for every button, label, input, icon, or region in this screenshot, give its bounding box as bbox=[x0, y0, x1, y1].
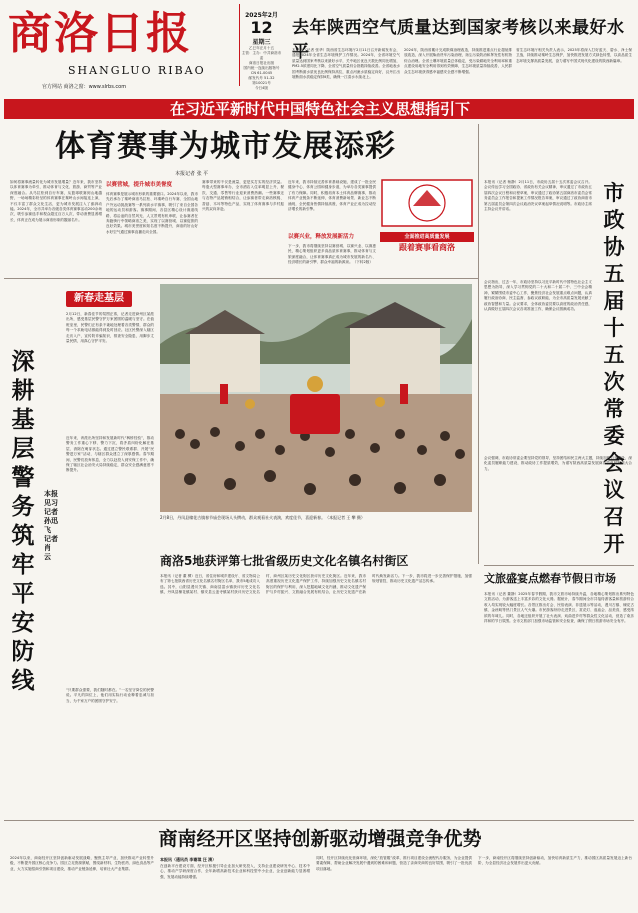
festival-photo-graphic bbox=[160, 284, 472, 512]
newspaper-logo: 商洛日报 bbox=[8, 8, 192, 59]
festival-photo bbox=[160, 284, 472, 512]
new-year-byline: 本报见习记者 孙迅飞 记者 肖 云 bbox=[44, 490, 58, 561]
culture-headline: 文旅盛宴点燃春节假日市场 bbox=[484, 572, 616, 585]
street-text: 本报讯（记者 董 柳）近日，省住房和城乡建设厅、省文物局公布了第七批陕西省历史文化名镇名村街区名单，我市5地成功入选。其中，山阳县漫川关镇、商南县富水镇获评历史文化名镇，丹凤县棣花镇某村、镇安县云盖寺镇某村获评历史文化名村，商州区某历史文化街区获评历史文化街区。近年来，我市高度重视历史文化遗产保护工作，持续加强历史文化名镇名村街区的保护与利用，深入挖掘地域文化内涵，推动文化遗产保护与乡村振兴、文旅融合发展有机结合，让历史文化遗产在新时代焕发新活力。下一步，我市将进一步完善保护措施，加强规划管控，推动历史文化遗产活态传承。 bbox=[160, 574, 472, 595]
econ-col4: 下一步，商南经开区将继续坚持创新驱动，加快培育新质生产力，推动园区高质量发展迈上新台阶，为全县经济社会发展作出更大贡献。 bbox=[478, 856, 632, 866]
side-story-text1: 本报讯（记者 杨静）2月11日，市政协五届十五次常委会议召开。会议传达学习全国政协、省政协有关会议精神，审议通过了市政协五届四次会议日程和议程草案，审议通过了政协第五届商洛市委员会常务委员会工作报告和提案工作情况报告草案，审议通过了政协商洛市第五届委员会第四次会议政治决议草案起草情况说明等。市政协主席主持会议并讲话。 bbox=[484, 180, 592, 212]
new-year-headline: 深耕基层警务 筑牢平安防线 bbox=[11, 349, 35, 694]
sports-subhead1: 以赛营城，提升城市美誉度 bbox=[106, 182, 173, 188]
seal-title: 全面推进高质量发展 bbox=[380, 232, 474, 242]
banner-text: 在习近平新时代中国特色社会主义思想指引下 bbox=[169, 100, 470, 118]
street-headline: 商洛5地获评第七批省级历史文化名镇名村街区 bbox=[160, 554, 409, 568]
date-lunar: 乙巳年正月十五 bbox=[248, 46, 275, 50]
sports-col2: 体育赛事是展示城市形象的重要窗口。2024年以来，我市先后承办了秦岭商洛马拉松、环秦岭自行车赛、全国山地户外运动挑战赛等一系列高水平赛事，吸引了来自全国各地的运动员和游客。赛事期间，各县区精心设计赛道线路，将沿途的自然风光、人文景观有机串联，让参赛者在奔跑骑行中领略商洛之美，实现了以赛营城、以赛促旅的良好效果。城市美誉度和知名度不断提升，商洛的好山好水好空气通过赛事直播走向全国。 bbox=[106, 192, 198, 234]
new-year-label: 新春走基层 bbox=[66, 291, 132, 307]
photo-caption: 2月8日，丹凤县棣花古镇春节庙会现场人头攒动，群众观看社火表演，欢度佳节，喜迎新春。（本报记者 王 攀 摄） bbox=[160, 515, 365, 520]
new-year-col3: “只要群众需要，我们随时都在。”一名坚守岗位的民警说。平凡的岗位上，他们用实际行动诠释着忠诚与担当，为千家万户的团圆守护安宁。 bbox=[66, 688, 154, 703]
sponsor-text: 主管：主办：中共商洛市委 bbox=[241, 51, 282, 60]
page-count: 今日4版 bbox=[254, 86, 269, 90]
section-divider bbox=[4, 820, 634, 821]
column-divider bbox=[478, 124, 479, 564]
side-story-text2: 会议指出，过去一年，市政协坚持以习近平新时代中国特色社会主义思想为指导，深入学习贯彻党的二十大和二十届二中、三中全会精神，紧紧围绕市委中心工作，聚焦经济社会发展重点难点问题，认真履行政治协商、民主监督、参政议政职能，为全市高质量发展贡献了政协智慧和力量。会议要求，全体政协委员要以高度的政治责任感，认真做好五届四次会议各项准备工作，确保会议圆满成功。 bbox=[484, 280, 592, 312]
sports-col1: 如何将赛事流量转化为城市发展增量？近年来，我市坚持以体育赛事为牵引，推动体育与文化、旅游、商贸等产业深度融合。从马拉松到自行车赛，从篮球联赛到山地越野，一场场精彩纷呈的体育赛事在秦岭山水间接连上演，不仅丰富了群众文化生活，更为城市发展注入了澎湃动能。2024年，全市共举办各级各类体育赛事活动200余场次，吸引参赛选手和观众超过百万人次，带动消费显著增长，体育正在成为展示商洛形象的靓丽名片。 bbox=[10, 180, 102, 222]
section-divider bbox=[484, 565, 634, 566]
culture-text: 本报讯（记者 董静）2025年春节假期，我市文旅市场持续升温，各地精心策划推出系列特色文旅活动，为游客送上丰富多彩的文化大餐。据统计，春节期间全市共接待游客量和旅游综合收入均实现较大幅度增长。各景区推出灯会、民俗表演、非遗展示等活动，漫川古镇、棣花古镇、金丝峡等热门景区人气火爆。市民游客纷纷走进景区，赏花灯、逛庙会、品美食，感受浓浓的年味儿。同时，各地还组织开展了社火表演、戏曲进乡村等群众性文化活动，营造了欢乐祥和的节日氛围。全市文旅部门加强市场监管和安全检查，确保了假日旅游市场安全有序。 bbox=[484, 592, 634, 624]
sports-byline: 本报记者 张 平 bbox=[175, 171, 209, 177]
date-year-month: 2025年2月 bbox=[245, 12, 278, 19]
seal-graphic bbox=[380, 178, 474, 228]
top-story-col1: 本报讯（记者 张华）陕西省生态环境厅2月11日召开新闻发布会，通报2024年全省生态环境保护工作情况。2024年，全省环境空气质量达到国家考核以来最好水平，关中地区优良天数比例同比增加，PM2.5浓度同比下降，全省空气质量综合指数持续改善。全省地表水国考断面水质优良比例保持高位，重点河流水质稳定向好，汉丹江出境断面水质稳定保持Ⅱ类，确保一江清水永续北上。 bbox=[292, 48, 400, 80]
top-story-col2: 2024年，陕西省累计完成散煤治理改造，持续推进重点行业超低排放改造，深入开展柴油货车污染治理，扬尘污染防治和挥发性有机物综合治理。全省土壤环境质量总体稳定，受污染耕地安全利用率和重点建设用地安全利用得到有效保障，生态环境质量持续改善，人民群众生态环境获得感幸福感安全感不断增强。 bbox=[404, 48, 512, 74]
post-code-text: 邮发代号 51-32 bbox=[248, 76, 275, 80]
side-headline: 市政协五届十五次常委会议召开 bbox=[603, 181, 625, 556]
date-box bbox=[239, 4, 283, 90]
new-year-col1: 2月12日，新春佳节的氛围正浓，记者走进商州区某派出所，感受基层民警守护万家团圆的温暖与坚守。在值班室里，民警们正有条不紊地处理着各类警情，群众的每一个求助电话都能得到及时回应。社区民警深入辖区走访入户，宣传防诈骗知识，排查安全隐患，用脚步丈量民情，用真心守护平安。 bbox=[66, 312, 154, 344]
top-story-col3: 省生态环境厅相关负责人表示，2025年将深入打好蓝天、碧水、净土保卫战，持续推动秦岭生态保护，加快推进发展方式绿色转型，以高品质生态环境支撑高质量发展，奋力谱写中国式现代化建设的陕西新篇章。 bbox=[516, 48, 632, 63]
cn-text: CN 61-0045 bbox=[250, 71, 273, 75]
sports-subhead2: 以赛兴业，释放发展新活力 bbox=[288, 234, 355, 240]
econ-col1: 2024年以来，商南经开区坚持创新驱动发展战略，聚焦主导产业，加快推动产业转型升级，不断提升园区核心竞争力。园区立足资源禀赋，围绕新材料、生物医药、绿色食品等产业，大力实施招商引资和项目建设，推动产业链条延伸，培育壮大产业集群。 bbox=[10, 856, 154, 871]
top-headline: 去年陕西空气质量达到国家考核以来最好水平 bbox=[292, 18, 625, 62]
issue-number: 第10021号 bbox=[252, 81, 271, 85]
seal-block bbox=[380, 178, 474, 250]
econ-col2: 在创新平台建设方面，经开区积极引导企业加大研发投入，支持企业建设研发中心、技术中心，推动产学研深度合作，全年新增高新技术企业和科技型中小企业，企业创新能力显著增强，发展动能持续增强。 bbox=[160, 864, 310, 879]
seal-subtitle: 跟着赛事看商洛 bbox=[399, 243, 455, 252]
econ-headline: 商南经开区坚持创新驱动增强竞争优势 bbox=[158, 828, 482, 850]
econ-byline: 本报讯（通讯员 李谢琪 汪 清） bbox=[160, 857, 217, 862]
section-divider bbox=[4, 278, 478, 279]
newspaper-pinyin: SHANGLUO RIBAO bbox=[68, 64, 206, 77]
sports-col4: 近年来，我市持续完善体育基础设施，建成了一批全民健身中心、体育公园和健身步道，为举办各类赛事提供了有力保障。同时，积极培育本土体育品牌赛事，推动体育产业链条不断延伸，体育消费新场景、新业态不断涌现，全民健身热情持续高涨，体育产业正成为拉动经济增长的新引擎。 bbox=[288, 180, 376, 212]
publisher-text: 商洛日报社出版 bbox=[248, 61, 275, 65]
date-day: 12 bbox=[250, 18, 273, 37]
sports-headline: 体育赛事为城市发展添彩 bbox=[55, 129, 396, 164]
issn-text: 国内统一连续出版物号 bbox=[243, 66, 280, 70]
sports-col5: 下一步，我市将继续坚持以赛营城、以赛兴业、以赛惠民，精心策划组织更多高品质体育赛事，推动体育与文旅深度融合，让体育赛事真正成为城市发展的新名片、经济增长的新引擎、群众幸福的新源泉。（下转2版） bbox=[288, 244, 376, 265]
side-story-text3: 会议强调，市政协常委会要坚持党的领导，坚持团结和民主两大主题，持续加强自身建设，深化委员履职能力建设，推动政协工作提质增效，为谱写陕西高质量发展商洛篇章凝聚强大合力。 bbox=[484, 456, 632, 471]
sports-col3: 赛事带来的不仅是流量，更是实打实的经济效益。每逢大型赛事举办，全市酒店入住率明显上升，餐饮、交通、零售等行业迎来消费热潮。一些赛事还与农特产品展销相结合，让参赛者带走商洛核桃、香菇、木耳等特色产品，实现了体育赛事与乡村振兴的双向奔赴。 bbox=[202, 180, 284, 212]
econ-col3: 同时，经开区持续优化营商环境，深化“放管服”改革，推行项目建设全流程代办服务，为企业提供要素保障，帮助企业解决发展中遇到的困难和问题，营造了亲商安商的良好氛围，吸引了一批优质项目落地。 bbox=[316, 856, 472, 871]
website-link[interactable]: 官方网站 商洛之窗：www.slrbs.com bbox=[42, 84, 127, 90]
date-weekday: 星期三 bbox=[252, 39, 271, 46]
new-year-col2: 近年来，该派出所坚持和发展新时代“枫桥经验”，推动警务工作重心下移、警力下沉，将矛盾纠纷化解在基层、消除在萌芽状态。通过建立警民联系群、开展“民警进万家”活动，与辖区群众建立了深厚感情。春节期间，民警们放弃休息，全力以赴投入到安保工作中，确保了辖区社会治安大局持续稳定，群众安全感满意度不断提升。 bbox=[66, 436, 154, 473]
